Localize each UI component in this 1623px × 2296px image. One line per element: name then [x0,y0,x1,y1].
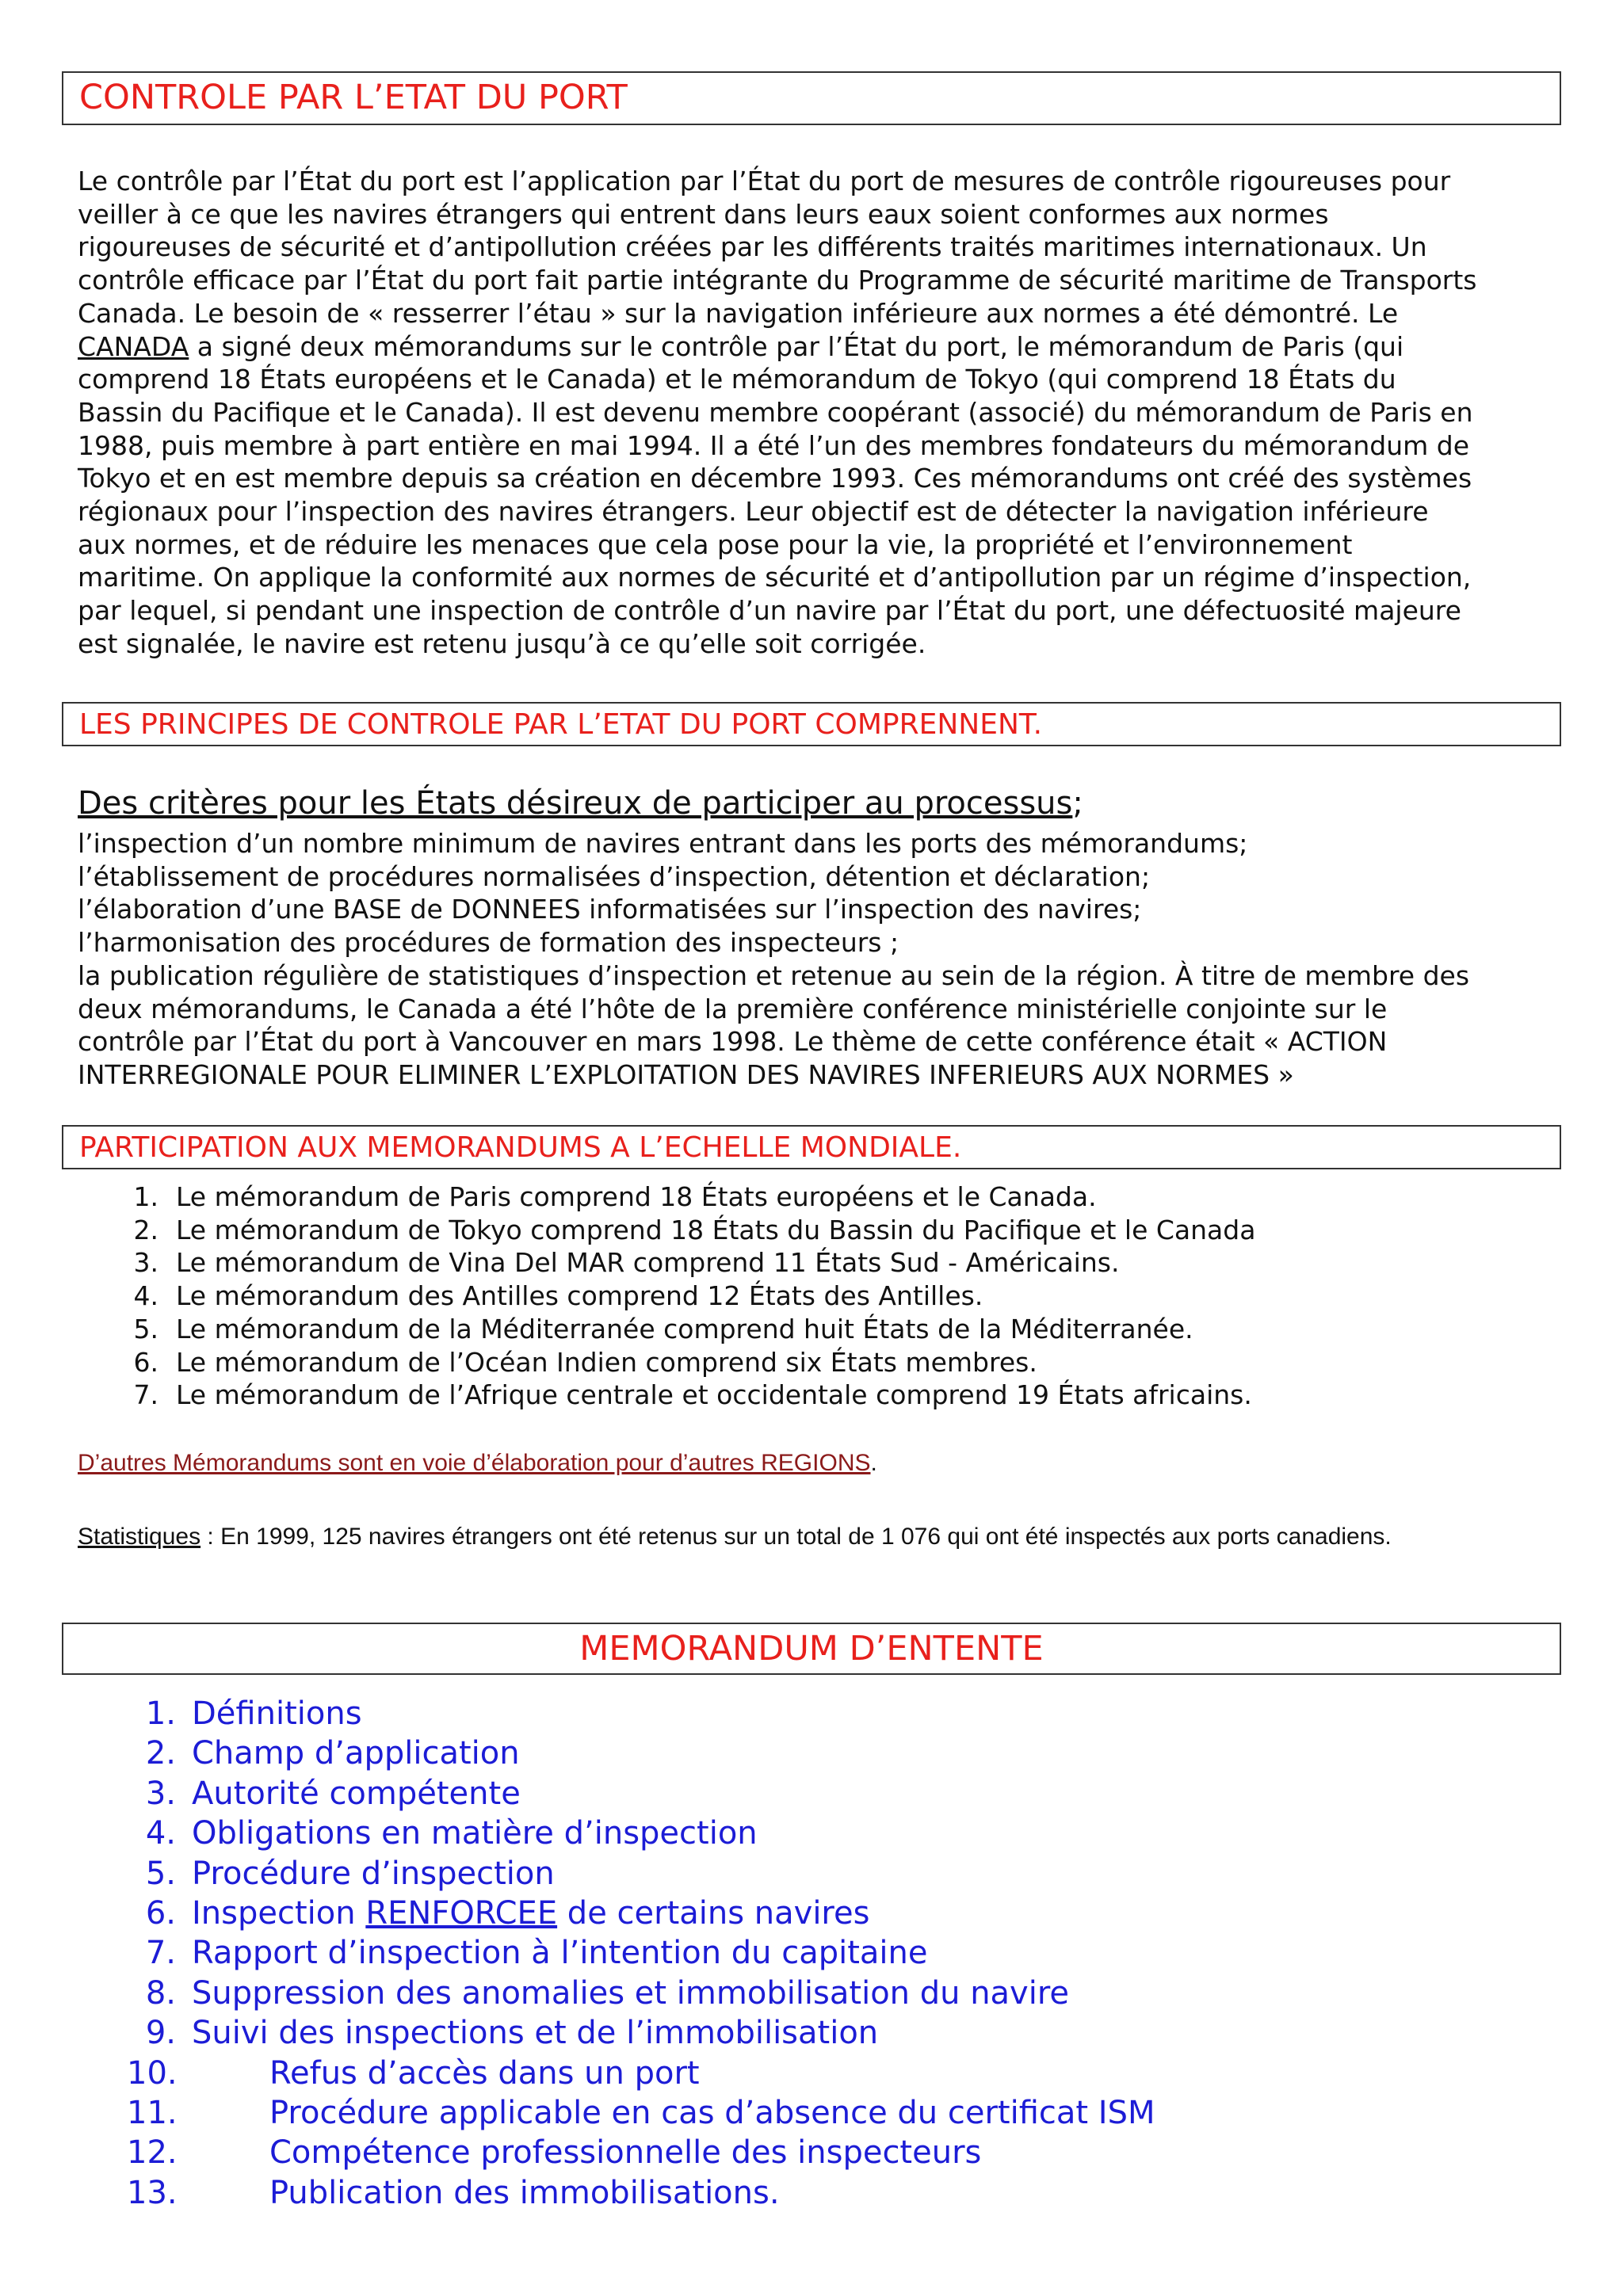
toc-text: Procédure d’inspection [192,1855,555,1892]
paragraph-line: Le contrôle par l’État du port est l’application par l’État du port de mesures de contrôle rigoureuses pour [78,166,1451,196]
paragraph-line: Bassin du Pacifique et le Canada). Il est devenu membre coopérant (associé) du mémorandum de Paris en [78,396,1473,428]
criteria-line: l’établissement de procédures normalisées d’inspection, détention et déclaration; [78,860,1151,892]
toc-number: 11. [127,2095,178,2132]
toc-text-underlined: RENFORCEE [365,1895,558,1932]
toc-text: Définitions [192,1695,362,1732]
toc-item[interactable] [127,1814,1155,1853]
section-title-participation [62,1125,1561,1169]
paragraph-line: maritime. On applique la conformité aux normes de sécurité et d’antipollution par un régime d’inspection, [78,562,1472,593]
section-title-text: PARTICIPATION AUX MEMORANDUMS A L’ECHELLE MONDIALE. [79,1131,962,1164]
toc-item[interactable] [127,1894,1155,1933]
toc-number: 1. [145,1695,176,1732]
list-text: Le mémorandum de l’Afrique centrale et occidentale comprend 19 États africains. [176,1379,1252,1411]
paragraph-line: aux normes, et de réduire les menaces que cela pose pour la vie, la propriété et l’environnement [78,528,1353,560]
toc-number: 7. [145,1935,176,1972]
toc-item[interactable] [127,2133,1155,2172]
list-text: Le mémorandum des Antilles comprend 12 États des Antilles. [176,1280,983,1312]
list-item [111,1280,1255,1313]
list-text: Le mémorandum de Vina Del MAR comprend 11 États Sud - Américains. [176,1247,1120,1279]
toc-item[interactable] [127,2054,1155,2093]
section-title-controle [62,71,1561,125]
criteria-heading [78,784,1083,822]
paragraph-line: contrôle efficace par l’État du port fait partie intégrante du Programme de sécurité maritime de Transports [78,265,1477,296]
paragraph-line: Canada. Le besoin de « resserrer l’étau » sur la navigation inférieure aux normes a été démontré. Le [78,297,1399,329]
list-text: Le mémorandum de l’Océan Indien comprend six États membres. [176,1346,1037,1378]
list-item [111,1313,1255,1346]
toc-number: 9. [145,2015,176,2052]
toc-text: Champ d’application [192,1735,520,1772]
statistiques-label: Statistiques [78,1524,201,1550]
toc-item[interactable] [127,1694,1155,1733]
toc-text: Compétence professionnelle des inspecteurs [269,2134,982,2172]
toc-number: 13. [127,2174,178,2211]
criteria-line: l’harmonisation des procédures de formation des inspecteurs ; [78,927,899,959]
criteria-heading-end: ; [1072,785,1083,822]
paragraph-line: veiller à ce que les navires étrangers qui entrent dans leurs eaux soient conformes aux normes [78,198,1329,230]
criteria-line: deux mémorandums, le Canada a été l’hôte de la première conférence ministérielle conjointe sur le [78,993,1388,1024]
toc-text: Procédure applicable en cas d’absence du certificat ISM [269,2095,1155,2132]
toc-item[interactable] [127,2093,1155,2133]
toc-text: Rapport d’inspection à l’intention du capitaine [192,1935,928,1972]
paragraph-line: est signalée, le navire est retenu jusqu’à ce qu’elle soit corrigée. [78,627,926,659]
list-number: 4. [133,1280,158,1312]
toc-item[interactable] [127,2013,1155,2053]
list-number: 1. [133,1181,158,1212]
toc-item[interactable] [127,1733,1155,1773]
list-text: Le mémorandum de Tokyo comprend 18 États du Bassin du Pacifique et le Canada [176,1214,1256,1245]
list-text: Le mémorandum de Paris comprend 18 États européens et le Canada. [176,1181,1097,1212]
statistiques-note [78,1521,1536,1553]
toc-text: Inspection [192,1895,366,1932]
toc-number: 12. [127,2134,178,2172]
toc-number: 10. [127,2054,178,2092]
memorandum-toc-list [127,1694,1155,2213]
toc-number: 5. [145,1855,176,1892]
toc-number: 2. [145,1735,176,1772]
toc-text: Publication des immobilisations. [269,2174,780,2211]
toc-item[interactable] [127,1933,1155,1973]
autres-memorandums-note [78,1450,877,1477]
canada-link[interactable]: CANADA [78,330,189,362]
section-title-text: MEMORANDUM D’ENTENTE [579,1629,1044,1669]
toc-text: de certains navires [557,1895,870,1932]
criteria-line: contrôle par l’État du port à Vancouver en mars 1998. Le thème de cette conférence était « ACTION [78,1026,1388,1058]
list-text: Le mémorandum de la Méditerranée comprend huit États de la Méditerranée. [176,1313,1193,1344]
paragraph-line: rigoureuses de sécurité et d’antipollution créées par les différents traités maritimes internationaux. Un [78,231,1427,263]
criteria-line: INTERREGIONALE POUR ELIMINER L’EXPLOITATION DES NAVIRES INFERIEURS AUX NORMES » [78,1058,1294,1090]
list-number: 5. [133,1313,158,1344]
list-item [111,1180,1255,1214]
toc-text: Suivi des inspections et de l’immobilisation [192,2015,879,2052]
toc-item[interactable] [127,1774,1155,1814]
section-title-text: LES PRINCIPES DE CONTROLE PAR L’ETAT DU PORT COMPRENNENT. [79,708,1043,741]
paragraph-line: 1988, puis membre à part entière en mai 1994. Il a été l’un des membres fondateurs du mémorandum de [78,429,1469,461]
paragraph-text: a signé deux mémorandums sur le contrôle par l’État du port, le mémorandum de Paris (qui [189,330,1404,362]
section-title-memorandum [62,1623,1561,1675]
toc-number: 8. [145,1974,176,2012]
toc-number: 3. [145,1775,176,1812]
toc-text: Suppression des anomalies et immobilisation du navire [192,1974,1070,2012]
list-number: 2. [133,1214,158,1245]
toc-item[interactable] [127,2173,1155,2213]
criteria-line: l’élaboration d’une BASE de DONNEES informatisées sur l’inspection des navires; [78,894,1142,925]
paragraph-line: comprend 18 États européens et le Canada) et le mémorandum de Tokyo (qui comprend 18 États du [78,364,1396,395]
toc-item[interactable] [127,1854,1155,1894]
autres-end: . [870,1450,877,1476]
intro-paragraph [78,165,1568,661]
list-number: 6. [133,1346,158,1378]
autres-link[interactable]: D’autres Mémorandums sont en voie d’élaboration pour d’autres REGIONS [78,1450,871,1476]
list-number: 7. [133,1379,158,1411]
criteria-line: l’inspection d’un nombre minimum de navires entrant dans les ports des mémorandums; [78,828,1248,859]
toc-text: Refus d’accès dans un port [269,2054,700,2092]
toc-item[interactable] [127,1974,1155,2013]
list-number: 3. [133,1247,158,1279]
toc-number: 6. [145,1895,176,1932]
paragraph-line: par lequel, si pendant une inspection de contrôle d’un navire par l’État du port, une défectuosité majeure [78,595,1461,627]
paragraph-line [78,330,1568,364]
list-item [111,1214,1255,1247]
list-item [111,1246,1255,1280]
list-item [111,1346,1255,1379]
statistiques-text: : En 1999, 125 navires étrangers ont été retenus sur un total de 1 076 qui ont été inspectés aux ports canadiens. [200,1524,1392,1550]
paragraph-line: Tokyo et en est membre depuis sa création en décembre 1993. Ces mémorandums ont créé des systèmes [78,463,1472,494]
toc-text: Obligations en matière d’inspection [192,1815,758,1852]
section-title-principes [62,702,1561,746]
list-item [111,1379,1255,1412]
criteria-heading-text: Des critères pour les États désireux de participer au processus [78,785,1073,822]
criteria-line: la publication régulière de statistiques d’inspection et retenue au sein de la région. À titre de membre des [78,959,1470,991]
section-title-text: CONTROLE PAR L’ETAT DU PORT [79,78,628,117]
paragraph-line: régionaux pour l’inspection des navires étrangers. Leur objectif est de détecter la navigation inférieure [78,496,1429,528]
criteria-list [78,827,1568,1092]
participation-list [111,1180,1255,1412]
toc-number: 4. [145,1815,176,1852]
toc-text: Autorité compétente [192,1775,521,1812]
